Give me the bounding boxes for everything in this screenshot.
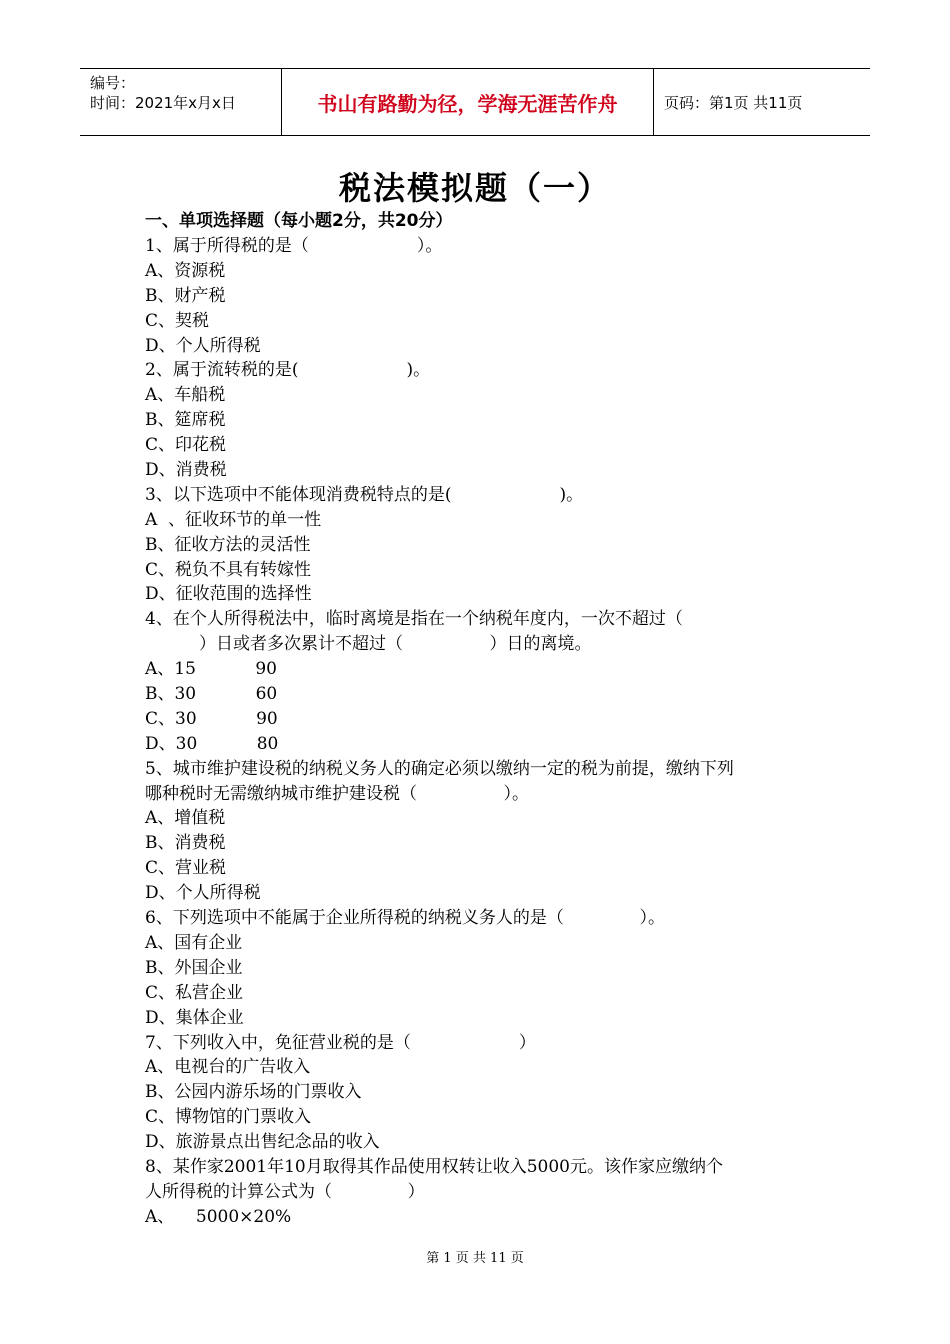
text-line: 3、以下选项中不能体现消费税特点的是( )。 xyxy=(145,484,584,505)
section-heading: 一、单项选择题（每小题2分，共20分） xyxy=(145,211,453,231)
text-line: A、增值税 xyxy=(145,808,226,829)
text-line: D、个人所得税 xyxy=(145,335,261,356)
text-line: A、国有企业 xyxy=(145,932,243,953)
page-header xyxy=(80,68,870,136)
text-line: 2、属于流转税的是( )。 xyxy=(145,360,431,381)
page-label: 页码：第1页 共11页 xyxy=(664,93,803,112)
text-line: A 、征收环节的单一性 xyxy=(145,509,322,530)
number-label: 编号： xyxy=(90,74,136,92)
text-line: A、车船税 xyxy=(145,385,226,406)
text-line: 哪种税时无需缴纳城市维护建设税（ ）。 xyxy=(145,783,529,804)
text-line: 5、城市维护建设税的纳税义务人的确定必须以缴纳一定的税为前提，缴纳下列 xyxy=(145,758,734,779)
text-line: C、印花税 xyxy=(145,435,227,456)
text-line: C、税负不具有转嫁性 xyxy=(145,559,312,580)
text-line: B、30 60 xyxy=(145,684,278,705)
text-line: A、资源税 xyxy=(145,260,226,281)
text-line: B、公园内游乐场的门票收入 xyxy=(145,1082,362,1103)
text-line: D、旅游景点出售纪念品的收入 xyxy=(145,1132,380,1153)
text-line: C、博物馆的门票收入 xyxy=(145,1107,312,1128)
question-list xyxy=(145,234,815,1230)
text-line: A、电视台的广告收入 xyxy=(145,1057,311,1078)
text-line: A、 5000×20% xyxy=(145,1206,292,1227)
text-line: 1、属于所得税的是（ ）。 xyxy=(145,236,443,256)
text-line: C、营业税 xyxy=(145,858,227,879)
text-line: A、15 90 xyxy=(145,659,277,680)
text-line: D、征收范围的选择性 xyxy=(145,584,312,605)
text-line: 6、下列选项中不能属于企业所得税的纳税义务人的是（ ）。 xyxy=(145,908,665,929)
text-line: ）日或者多次累计不超过（ ）日的离境。 xyxy=(145,634,592,655)
text-line: B、财产税 xyxy=(145,285,226,306)
text-line: D、30 80 xyxy=(145,733,279,754)
text-line: C、私营企业 xyxy=(145,982,244,1003)
time-label: 时间：2021年x月x日 xyxy=(90,94,236,112)
document-title: 税法模拟题（一） xyxy=(338,169,611,207)
header-motto-cell xyxy=(282,69,654,135)
text-line: B、征收方法的灵活性 xyxy=(145,534,311,555)
text-line: D、集体企业 xyxy=(145,1007,244,1028)
header-page-cell xyxy=(654,69,870,135)
text-line: D、个人所得税 xyxy=(145,883,261,904)
header-meta xyxy=(80,69,282,135)
motto-text: 书山有路勤为径，学海无涯苦作舟 xyxy=(317,91,618,116)
text-line: C、契税 xyxy=(145,310,210,331)
page-footer: 第 1 页 共 11 页 xyxy=(426,1251,524,1266)
text-line: 7、下列收入中，免征营业税的是（ ） xyxy=(145,1032,536,1053)
text-line: 4、在个人所得税法中，临时离境是指在一个纳税年度内，一次不超过（ xyxy=(145,609,683,630)
document-body xyxy=(145,208,815,1230)
text-line: B、筵席税 xyxy=(145,410,226,431)
text-line: D、消费税 xyxy=(145,460,227,481)
text-line: B、外国企业 xyxy=(145,957,243,978)
text-line: 人所得税的计算公式为（ ） xyxy=(145,1181,425,1202)
text-line: C、30 90 xyxy=(145,708,278,729)
text-line: 8、某作家2001年10月取得其作品使用权转让收入5000元。该作家应缴纳个 xyxy=(145,1156,723,1177)
text-line: B、消费税 xyxy=(145,833,226,854)
